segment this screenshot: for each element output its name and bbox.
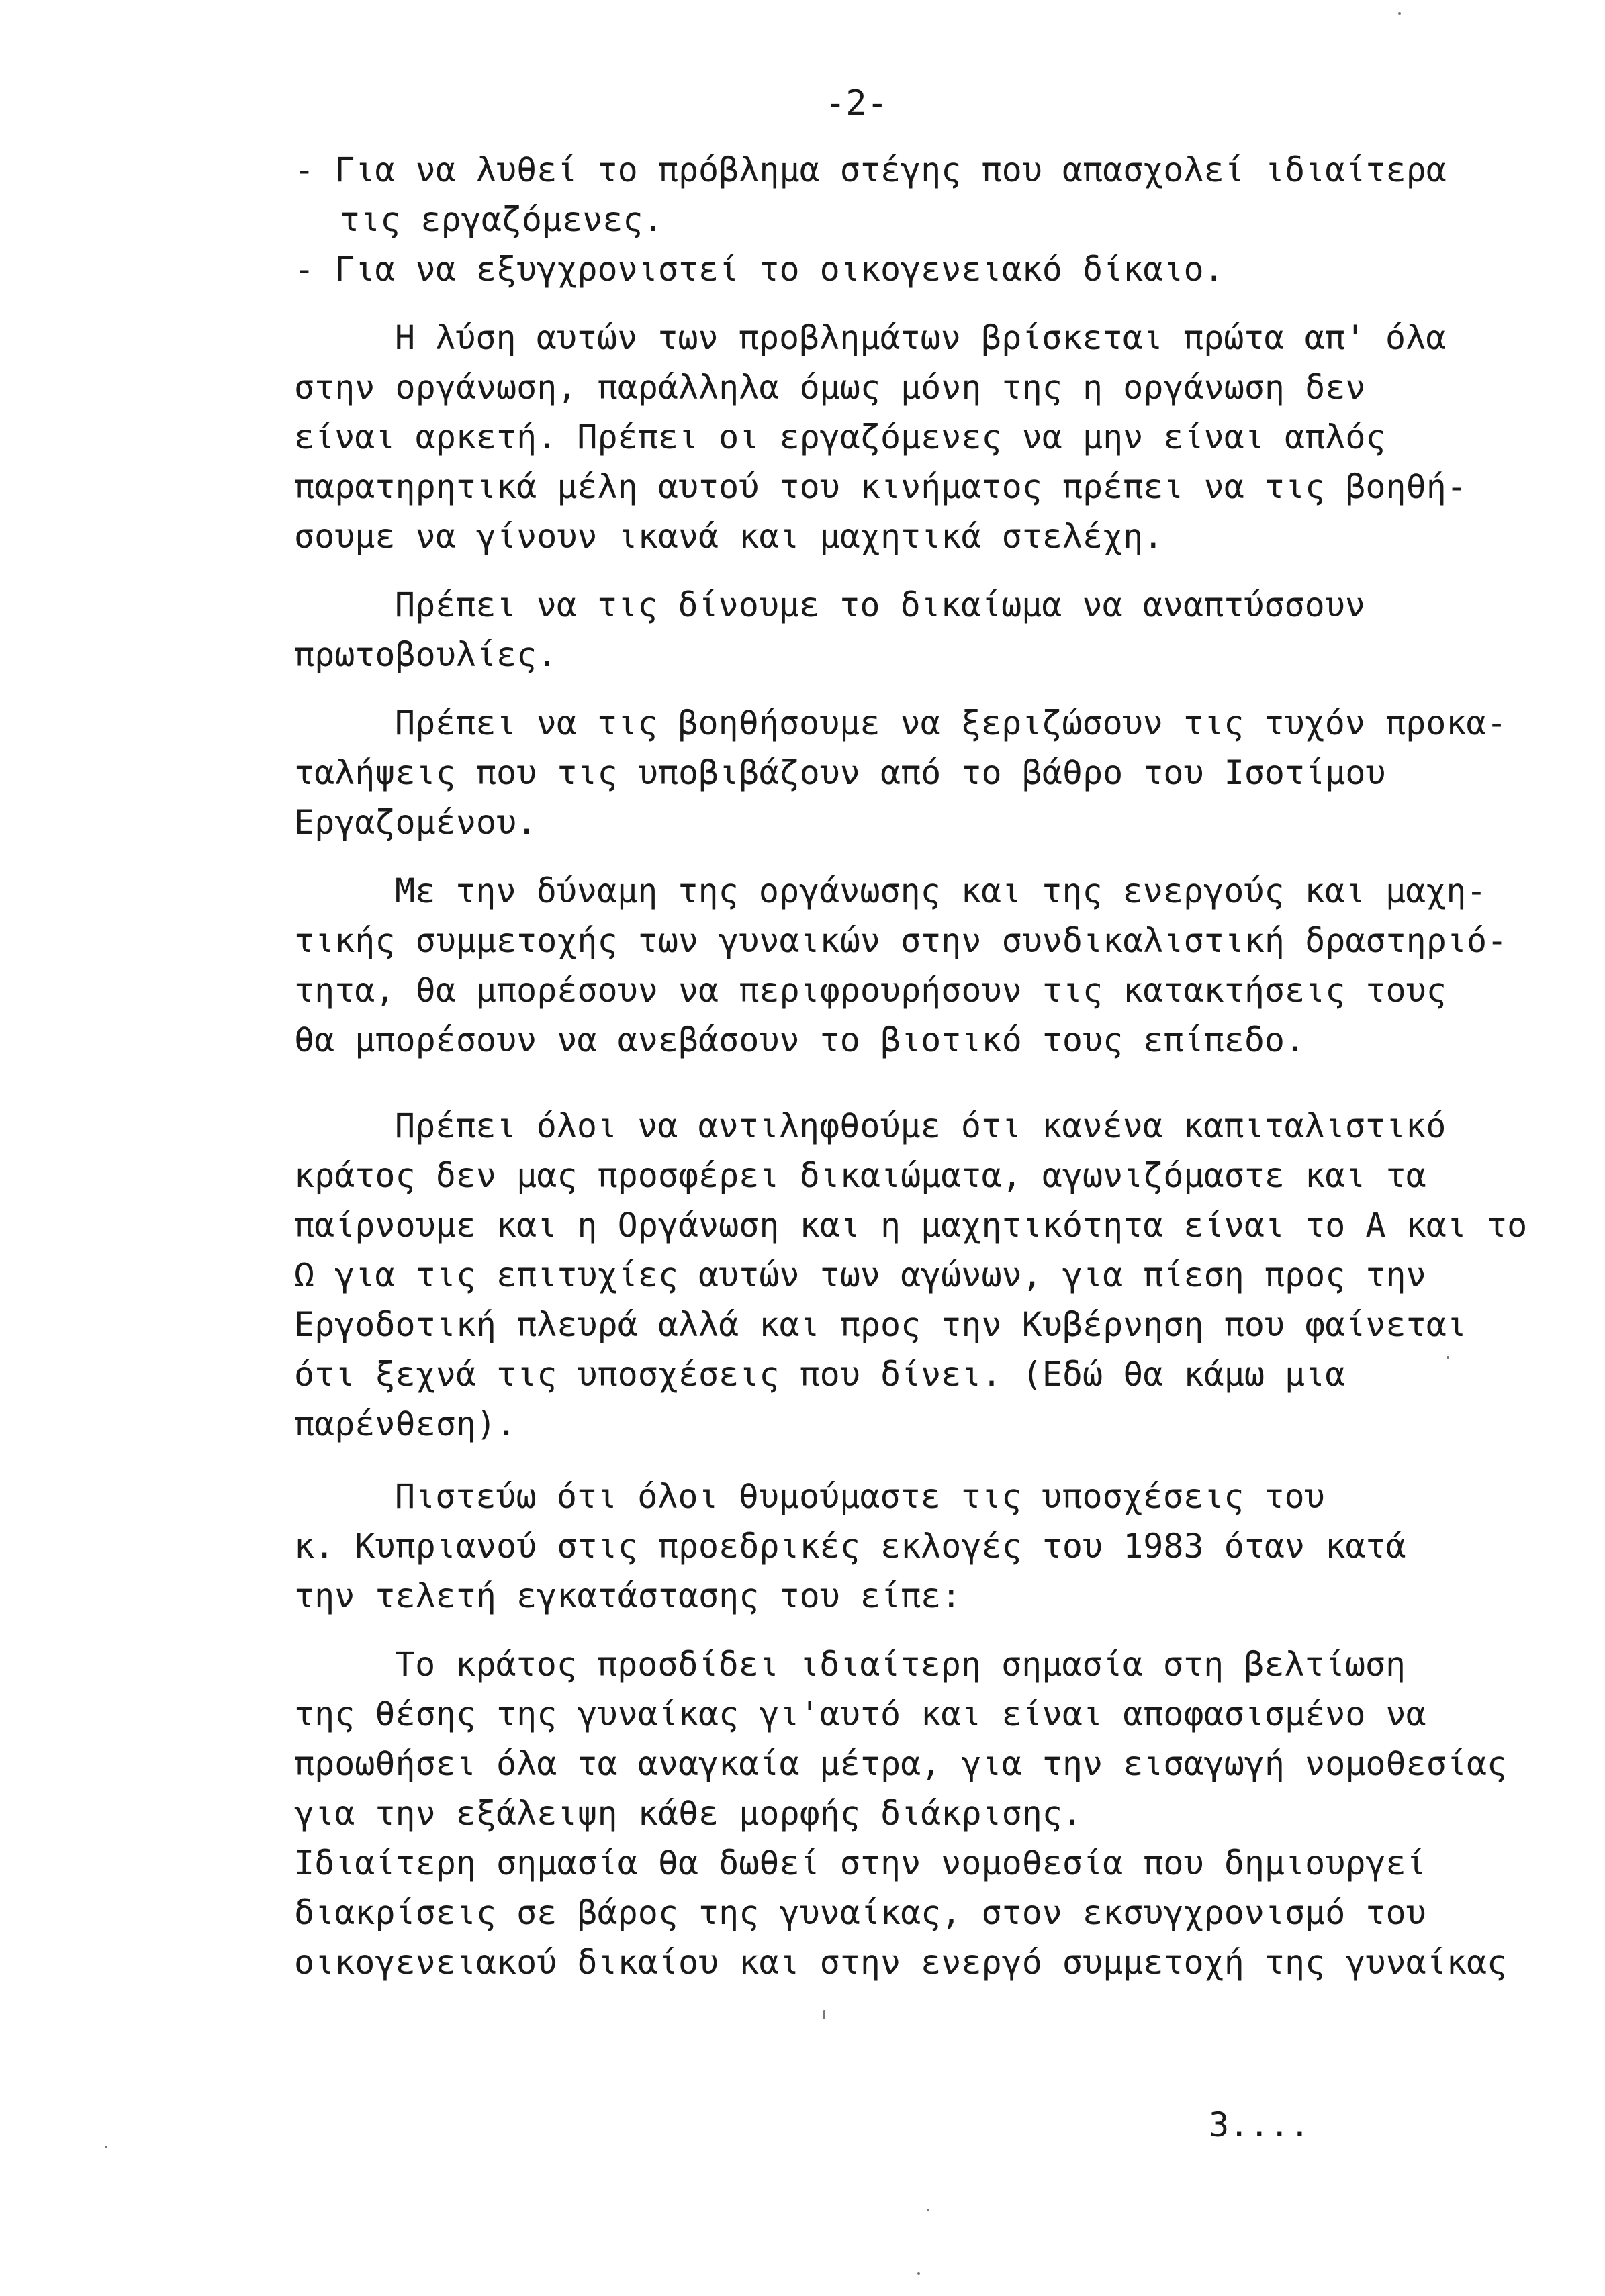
text-line: Πρέπει όλοι να αντιληφθούμε ότι κανένα καπιταλιστικό	[395, 1106, 1447, 1145]
text-line: Εργαζομένου.	[294, 803, 537, 842]
text-line: οικογενειακού δικαίου και στην ενεργό συμμετοχή της γυναίκας	[294, 1943, 1508, 1982]
text-line: είναι αρκετή. Πρέπει οι εργαζόμενες να μην είναι απλός	[294, 418, 1386, 457]
text-line: παρατηρητικά μέλη αυτού του κινήματος πρέπει να τις βοηθή-	[294, 467, 1467, 506]
text-line: Ιδιαίτερη σημασία θα δωθεί στην νομοθεσία που δημιουργεί	[294, 1844, 1426, 1882]
text-line: την τελετή εγκατάστασης του είπε:	[294, 1576, 962, 1615]
scan-speck	[1447, 1356, 1449, 1359]
text-line: Η λύση αυτών των προβλημάτων βρίσκεται πρώτα απ' όλα	[395, 318, 1447, 357]
text-line: κράτος δεν μας προσφέρει δικαιώματα, αγωνιζόμαστε και τα	[294, 1156, 1426, 1195]
text-line: Με την δύναμη της οργάνωσης και της ενεργούς και μαχη-	[395, 871, 1487, 910]
scan-speck	[927, 2209, 929, 2211]
text-line: - Για να λυθεί το πρόβλημα στέγης που απασχολεί ιδιαίτερα	[294, 150, 1447, 189]
text-line: θα μπορέσουν να ανεβάσουν το βιοτικό τους επίπεδο.	[294, 1020, 1305, 1059]
text-line: παρένθεση).	[294, 1404, 517, 1443]
scan-speck	[823, 2010, 825, 2019]
text-line: τις εργαζόμενες.	[340, 200, 663, 239]
text-line: ότι ξεχνά τις υποσχέσεις που δίνει. (Εδώ θα κάμω μια	[294, 1355, 1346, 1394]
scan-speck	[105, 2146, 107, 2148]
scan-speck	[917, 2272, 920, 2275]
text-line: - Για να εξυγχρονιστεί το οικογενειακό δίκαιο.	[294, 250, 1224, 289]
text-line: Ω για τις επιτυχίες αυτών των αγώνων, για πίεση προς την	[294, 1255, 1426, 1294]
text-line: πρωτοβουλίες.	[294, 635, 557, 674]
text-line: Πρέπει να τις δίνουμε το δικαίωμα να αναπτύσσουν	[395, 585, 1365, 624]
text-line: ταλήψεις που τις υποβιβάζουν από το βάθρο του Ισοτίμου	[294, 753, 1386, 792]
text-line: σουμε να γίνουν ικανά και μαχητικά στελέχη.	[294, 517, 1164, 556]
scan-speck	[1398, 12, 1401, 15]
text-line: Πρέπει να τις βοηθήσουμε να ξεριζώσουν τις τυχόν προκα-	[395, 704, 1507, 743]
text-line: προωθήσει όλα τα αναγκαία μέτρα, για την εισαγωγή νομοθεσίας	[294, 1744, 1508, 1783]
text-line: στην οργάνωση, παράλληλα όμως μόνη της η οργάνωση δεν	[294, 368, 1366, 407]
text-line: παίρνουμε και η Οργάνωση και η μαχητικότητα είναι το Α και το	[294, 1206, 1528, 1245]
text-line: της θέσης της γυναίκας γι'αυτό και είναι αποφασισμένο να	[294, 1694, 1426, 1733]
text-line: Πιστεύω ότι όλοι θυμούμαστε τις υποσχέσεις του	[395, 1477, 1325, 1516]
text-line: τητα, θα μπορέσουν να περιφρουρήσουν τις κατακτήσεις τους	[294, 971, 1447, 1010]
text-line: τικής συμμετοχής των γυναικών στην συνδικαλιστική δραστηριό-	[294, 921, 1508, 960]
text-line: Το κράτος προσδίδει ιδιαίτερη σημασία στη βελτίωση	[395, 1645, 1406, 1684]
text-line: διακρίσεις σε βάρος της γυναίκας, στον εκσυγχρονισμό του	[294, 1893, 1426, 1932]
text-line: για την εξάλειψη κάθε μορφής διάκρισης.	[294, 1794, 1083, 1833]
text-line: Εργοδοτική πλευρά αλλά και προς την Κυβέρνηση που φαίνεται	[294, 1305, 1467, 1344]
continuation-marker: 3....	[1209, 2105, 1310, 2144]
page-number: -2-	[825, 83, 888, 124]
text-line: κ. Κυπριανού στις προεδρικές εκλογές του 1983 όταν κατά	[294, 1527, 1406, 1566]
